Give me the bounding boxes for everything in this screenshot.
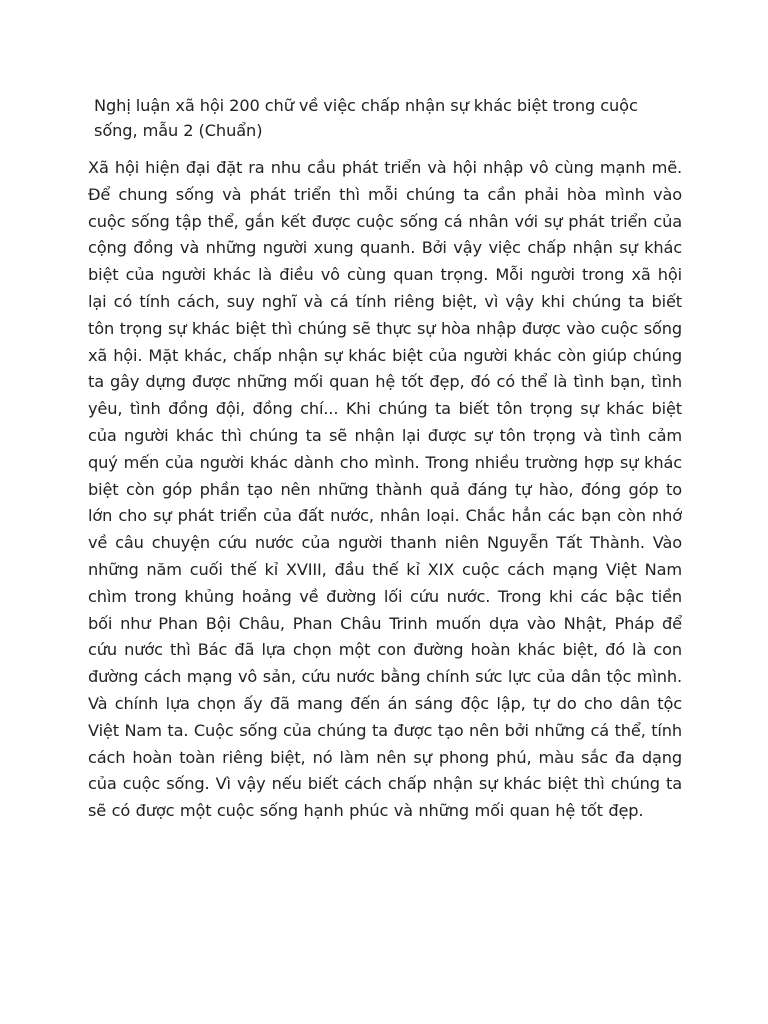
document-title: Nghị luận xã hội 200 chữ về việc chấp nhận sự khác biệt trong cuộc sống, mẫu 2 (Chuẩn) [94, 96, 638, 140]
document-page [88, 93, 682, 825]
document-paragraph: Xã hội hiện đại đặt ra nhu cầu phát triển và hội nhập vô cùng mạnh mẽ. Để chung sống và phát triển thì mỗi chúng ta cần phải hòa mình vào cuộc sống tập thể, gắn kết được cuộc sống cá nhân với sự phát triển của cộng đồng và những người xung quanh. Bởi vậy việc chấp nhận sự khác biệt của người khác là điều vô cùng quan trọng. Mỗi người trong xã hội lại có tính cách, suy nghĩ và cá tính riêng biệt, vì vậy khi chúng ta biết tôn trọng sự khác biệt thì chúng sẽ thực sự hòa nhập được vào cuộc sống xã hội. Mặt khác, chấp nhận sự khác biệt của người khác còn giúp chúng ta gây dựng được những mối quan hệ tốt đẹp, đó có thể là tình bạn, tình yêu, tình đồng đội, đồng chí... Khi chúng ta biết tôn trọng sự khác biệt của người khác thì chúng ta sẽ nhận lại được sự tôn trọng và tình cảm quý mến của người khác dành cho mình. Trong nhiều trường hợp sự khác biệt còn góp phần tạo nên những thành quả đáng tự hào, đóng góp to lớn cho sự phát triển của đất nước, nhân loại. Chắc hẳn các bạn còn nhớ về câu chuyện cứu nước của người thanh niên Nguyễn Tất Thành. Vào những năm cuối thế kỉ XVIII, đầu thế kỉ XIX cuộc cách mạng Việt Nam chìm trong khủng hoảng về đường lối cứu nước. Trong khi các bậc tiền bối như Phan Bội Châu, Phan Châu Trinh muốn dựa vào Nhật, Pháp để cứu nước thì Bác đã lựa chọn một con đường hoàn khác biệt, đó là con đường cách mạng vô sản, cứu nước bằng chính sức lực của dân tộc mình. Và chính lựa chọn ấy đã mang đến án sáng độc lập, tự do cho dân tộc Việt Nam ta. Cuộc sống của chúng ta được tạo nên bởi những cá thể, tính cách hoàn toàn riêng biệt, nó làm nên sự phong phú, màu sắc đa dạng của cuộc sống. Vì vậy nếu biết cách chấp nhận sự khác biệt thì chúng ta sẽ có được một cuộc sống hạnh phúc và những mối quan hệ tốt đẹp. [88, 158, 682, 821]
